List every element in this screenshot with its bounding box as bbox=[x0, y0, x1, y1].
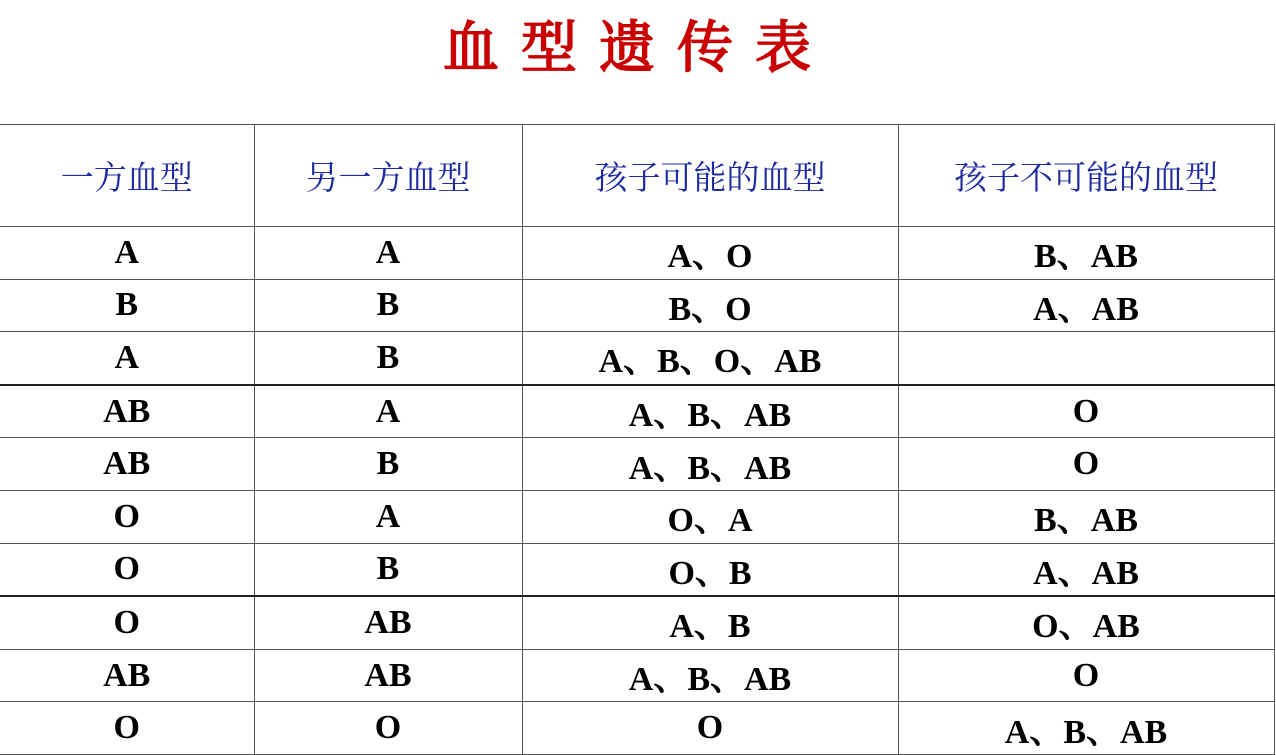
possible-child-cell: A、B、AB bbox=[522, 438, 898, 491]
parent-one-cell: A bbox=[0, 332, 254, 385]
parent-one-cell: O bbox=[0, 596, 254, 649]
possible-child-cell: A、B bbox=[522, 596, 898, 649]
impossible-child-cell: B、AB bbox=[898, 490, 1274, 543]
impossible-child-cell: A、AB bbox=[898, 543, 1274, 596]
table-row bbox=[0, 332, 1274, 385]
parent-one-cell: B bbox=[0, 279, 254, 332]
table-row bbox=[0, 490, 1274, 543]
parent-two-cell: A bbox=[254, 227, 522, 280]
table-header-row bbox=[0, 125, 1274, 227]
parent-one-cell: O bbox=[0, 490, 254, 543]
possible-child-cell: O、B bbox=[522, 543, 898, 596]
parent-two-cell: AB bbox=[254, 649, 522, 702]
table-row bbox=[0, 438, 1274, 491]
parent-two-cell: A bbox=[254, 490, 522, 543]
parent-two-cell: B bbox=[254, 279, 522, 332]
page-title: 血型遗传表 bbox=[443, 15, 833, 81]
possible-child-cell: A、B、O、AB bbox=[522, 332, 898, 385]
header-parent-one: 一方血型 bbox=[0, 125, 254, 227]
table-row bbox=[0, 279, 1274, 332]
possible-child-cell: O bbox=[522, 702, 898, 755]
table-row bbox=[0, 543, 1274, 596]
possible-child-cell: O、A bbox=[522, 490, 898, 543]
parent-one-cell: AB bbox=[0, 649, 254, 702]
parent-one-cell: A bbox=[0, 227, 254, 280]
parent-two-cell: AB bbox=[254, 596, 522, 649]
possible-child-cell: A、B、AB bbox=[522, 385, 898, 438]
table-row bbox=[0, 702, 1274, 755]
impossible-child-cell: O bbox=[898, 649, 1274, 702]
header-possible-child: 孩子可能的血型 bbox=[522, 125, 898, 227]
blood-type-table bbox=[0, 124, 1275, 755]
parent-two-cell: O bbox=[254, 702, 522, 755]
parent-one-cell: AB bbox=[0, 438, 254, 491]
table-row bbox=[0, 596, 1274, 649]
parent-two-cell: B bbox=[254, 332, 522, 385]
table-row bbox=[0, 385, 1274, 438]
parent-two-cell: B bbox=[254, 438, 522, 491]
table-row bbox=[0, 649, 1274, 702]
parent-two-cell: A bbox=[254, 385, 522, 438]
possible-child-cell: A、O bbox=[522, 227, 898, 280]
possible-child-cell: B、O bbox=[522, 279, 898, 332]
header-impossible-child: 孩子不可能的血型 bbox=[898, 125, 1274, 227]
impossible-child-cell: O bbox=[898, 438, 1274, 491]
parent-one-cell: O bbox=[0, 702, 254, 755]
impossible-child-cell: A、B、AB bbox=[898, 702, 1274, 755]
impossible-child-cell bbox=[898, 332, 1274, 385]
impossible-child-cell: A、AB bbox=[898, 279, 1274, 332]
impossible-child-cell: O bbox=[898, 385, 1274, 438]
impossible-child-cell: B、AB bbox=[898, 227, 1274, 280]
parent-one-cell: O bbox=[0, 543, 254, 596]
impossible-child-cell: O、AB bbox=[898, 596, 1274, 649]
table-row bbox=[0, 227, 1274, 280]
parent-one-cell: AB bbox=[0, 385, 254, 438]
header-parent-two: 另一方血型 bbox=[254, 125, 522, 227]
parent-two-cell: B bbox=[254, 543, 522, 596]
possible-child-cell: A、B、AB bbox=[522, 649, 898, 702]
